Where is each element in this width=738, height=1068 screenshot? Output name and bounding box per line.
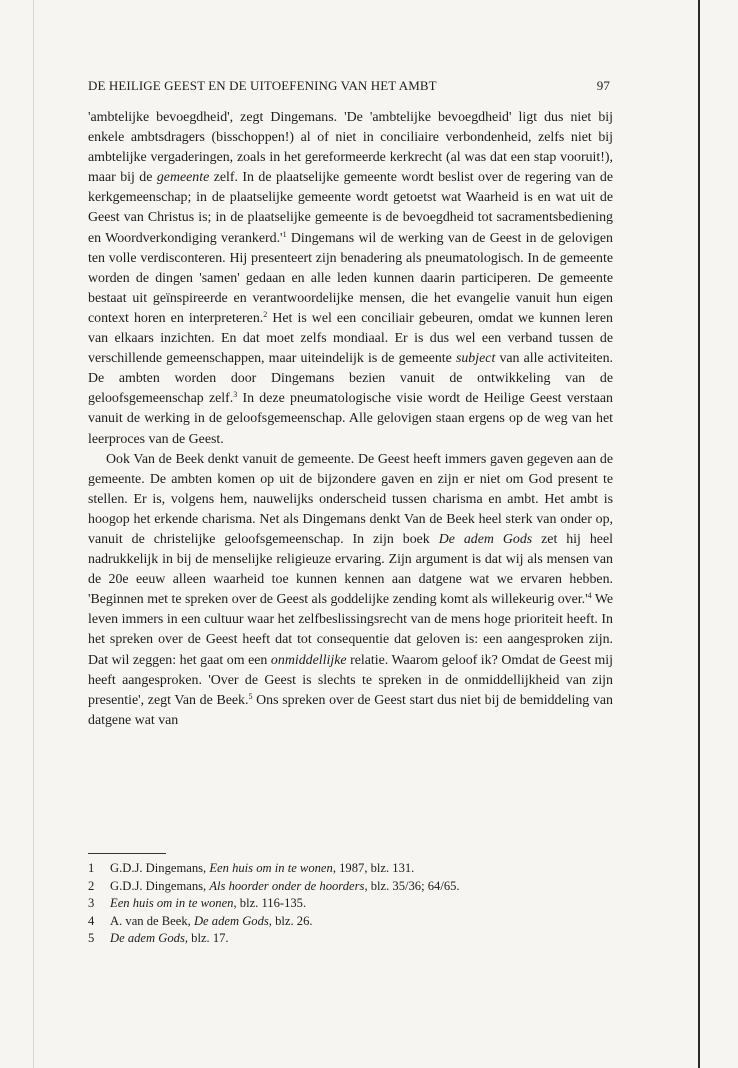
paragraph-1: 'ambtelijke bevoegdheid', zegt Dingemans. 'De 'ambtelijke bevoegdheid' ligt dus niet bij enkele ambtsdragers (bisschoppen!) al of niet in conciliaire verbondenheid, zelfs niet bij ambtelijke vergaderingen, zoals in het gereformeerde kerkrecht (al was dat een stap vooruit!), maar bij de gemeente zelf. In de plaatselijke gemeente wordt beslist over de regering van de kerkgemeenschap; in de plaatselijke gemeente wordt getoetst wat Waarheid is en wat uit de Geest van Christus is; in de plaatselijke gemeente is de bevoegdheid tot sacramentsbediening en Woordverkondiging $verankerd.'^1$ Dingemans wil de werking van de Geest in de gelovigen ten volle verdisconteren. Hij presenteert zijn benadering als pneumatologisch. In de gemeente worden de dingen 'samen' gedaan en alle leden kunnen daarin participeren. De gemeente bestaat uit geïnspireerde en verantwoordelijke mensen, die het evangelie vanuit hun eigen context horen en interpreteren.$^2$ Het is wel een conciliair gebeuren, omdat we kunnen leren van elkaars inzichten. En dat moet zelfs mondiaal. Er is dus wel een verband tussen de verschillende gemeenschappen, maar uiteindelijk is de gemeente subject van alle activiteiten. De ambten worden door Dingemans bezien vanuit de ontwikkeling van de geloofsgemeenschap zelf.$^3$ In deze pneumatologische visie wordt de Heilige Geest verstaan vanuit de werking in de geloofsgemeenschap. Alle gelovigen staan ergens op de weg van het leerproces van de Geest. (88, 110, 614, 447)
footnotes (88, 860, 613, 948)
footnote-3: 3 Een huis om in te wonen, blz. 116-135. (88, 896, 307, 911)
page-number: 97 (596, 78, 610, 93)
footnote-ref-3: 3 (233, 390, 238, 400)
emphasis-book-title: De adem Gods (438, 531, 533, 547)
footnote-ref-4: 4 (587, 591, 592, 601)
footnote-4: 4 A. van de Beek, De adem Gods, blz. 26. (88, 913, 313, 928)
scan-edge-left (33, 0, 34, 1068)
emphasis-gemeente: gemeente (156, 170, 210, 186)
footnote-ref-5: 5 (248, 691, 253, 701)
footnote-ref-1: 1 (282, 229, 287, 239)
emphasis-subject: subject (455, 351, 496, 367)
body-text (88, 108, 613, 731)
footnote-5: 5 De adem Gods, blz. 17. (88, 931, 229, 946)
scan-edge-right (698, 0, 700, 1068)
emphasis-onmiddellijke: onmiddellijke (270, 652, 347, 668)
footnote-2: 2 G.D.J. Dingemans, Als hoorder onder de hoorders, blz. 35/36; 64/65. (88, 878, 460, 893)
footnote-1: 1 G.D.J. Dingemans, Een huis om in te wonen, 1987, blz. 131. (88, 861, 415, 875)
paragraph-2: Ook Van de Beek denkt vanuit de gemeente. De Geest heeft immers gaven gegeven aan de gemeente. De ambten komen op uit de bijzondere gaven en zijn er niet om God present te stellen. Er is, volgens hem, nauwelijks onderscheid tussen charisma en ambt. Het ambt is hoogop het erkende charisma. Net als Dingemans denkt Van de Beek heel sterk van onder op, vanuit de christelijke geloofsgemeenschap. In zijn boek De adem Gods zet hij heel nadrukkelijk in bij de menselijke religieuze ervaring. Zijn argument is dat wij als mensen van de 20e eeuw alleen waarheid toe kunnen kennen aan datgene wat we ervaren hebben. 'Beginnen met te spreken over de Geest als goddelijke zending komt als willekeurig $over.'^4$ We leven immers in een cultuur waar het zelfbeslissingsrecht van de mens hoge prioriteit heeft. In het spreken over de Geest heeft dat tot consequentie dat geloven is: een aangesproken zijn. Dat wil zeggen: het gaat om een onmiddellijke relatie. Waarom geloof ik? Omdat de Geest mij heeft aangesproken. 'Over de Geest is slechts te spreken in de onmiddellijkheid van zijn presentie', zegt Van de Beek.$^5$ Ons spreken over de Geest start dus niet bij de bemiddeling van datgene wat van (88, 451, 614, 728)
running-header (88, 78, 613, 94)
footnote-ref-2: 2 (263, 309, 268, 319)
footnote-separator (88, 853, 166, 854)
running-title: DE HEILIGE GEEST EN DE UITOEFENING VAN HET AMBT (88, 78, 437, 93)
